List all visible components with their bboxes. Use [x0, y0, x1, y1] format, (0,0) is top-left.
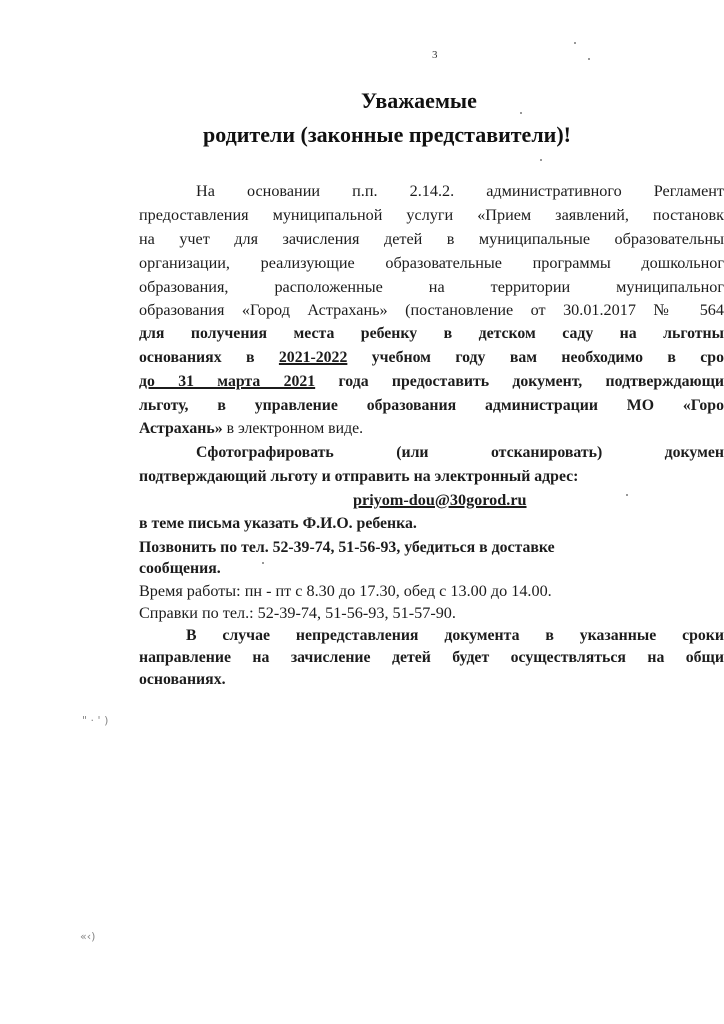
body-line-8	[139, 348, 724, 368]
body-line-9	[139, 372, 724, 392]
title-line-1: Уважаемые	[361, 88, 477, 113]
body-line-5: образования, расположенные на территории муниципальног	[139, 278, 724, 296]
line-11-end: в электронном виде.	[226, 420, 364, 437]
scan-speck	[262, 562, 264, 564]
body-line-16: Позвонить по тел. 52-39-74, 51-56-93, убедиться в доставке	[139, 539, 555, 556]
body-line-21: направление на зачисление детей будет осуществляться на общи	[139, 649, 724, 666]
page-number: 3	[432, 49, 438, 61]
body-line-18: Время работы: пн - пт с 8.30 до 17.30, обед с 13.00 до 14.00.	[139, 582, 552, 600]
body-line-2: предоставления муниципальной услуги «Прием заявлений, постановк	[139, 206, 724, 224]
scan-speck	[626, 494, 628, 496]
scan-speck	[540, 159, 542, 161]
email-line	[353, 490, 653, 510]
body-line-13: подтверждающий льготу и отправить на электронный адрес:	[139, 468, 579, 485]
body-line-19: Справки по тел.: 52-39-74, 51-56-93, 51-57-90.	[139, 604, 456, 622]
line-9-end: года предоставить документ, подтверждающи	[338, 373, 724, 390]
scan-mark-1: " · ' )	[82, 714, 109, 727]
school-years: 2021-2022	[278, 349, 348, 366]
body-line-11	[139, 419, 724, 439]
body-line-12: Сфотографировать (или отсканировать) докумен	[196, 444, 724, 461]
body-line-20: В случае непредставления документа в указанные сроки	[186, 627, 724, 644]
body-line-4: организации, реализующие образовательные программы дошкольног	[139, 254, 724, 272]
scan-speck	[520, 112, 522, 114]
body-line-7: для получения места ребенку в детском саду на льготны	[139, 325, 724, 342]
body-line-22: основаниях.	[139, 671, 226, 688]
body-line-17: сообщения.	[139, 560, 221, 577]
line-11-start: Астрахань»	[139, 420, 223, 437]
body-line-10: льготу, в управление образования администрации МО «Горо	[139, 397, 724, 414]
scan-speck	[574, 42, 576, 44]
body-line-6: образования «Город Астрахань» (постановление от 30.01.2017 № 564	[139, 301, 724, 319]
title-line-2: родители (законные представители)!	[203, 122, 571, 147]
scan-speck	[588, 58, 590, 60]
line-8-start: основаниях в	[139, 349, 255, 366]
body-line-15: в теме письма указать Ф.И.О. ребенка.	[139, 515, 417, 532]
body-line-1: На основании п.п. 2.14.2. административного Регламент	[196, 182, 724, 200]
body-line-3: на учет для зачисления детей в муниципальные образовательны	[139, 230, 724, 248]
scan-mark-2: «‹)	[80, 930, 96, 943]
line-8-end: учебном году вам необходимо в сро	[371, 349, 724, 366]
deadline-date: до 31 марта 2021	[139, 373, 316, 390]
email-address[interactable]: priyom-dou@30gorod.ru	[353, 491, 527, 509]
